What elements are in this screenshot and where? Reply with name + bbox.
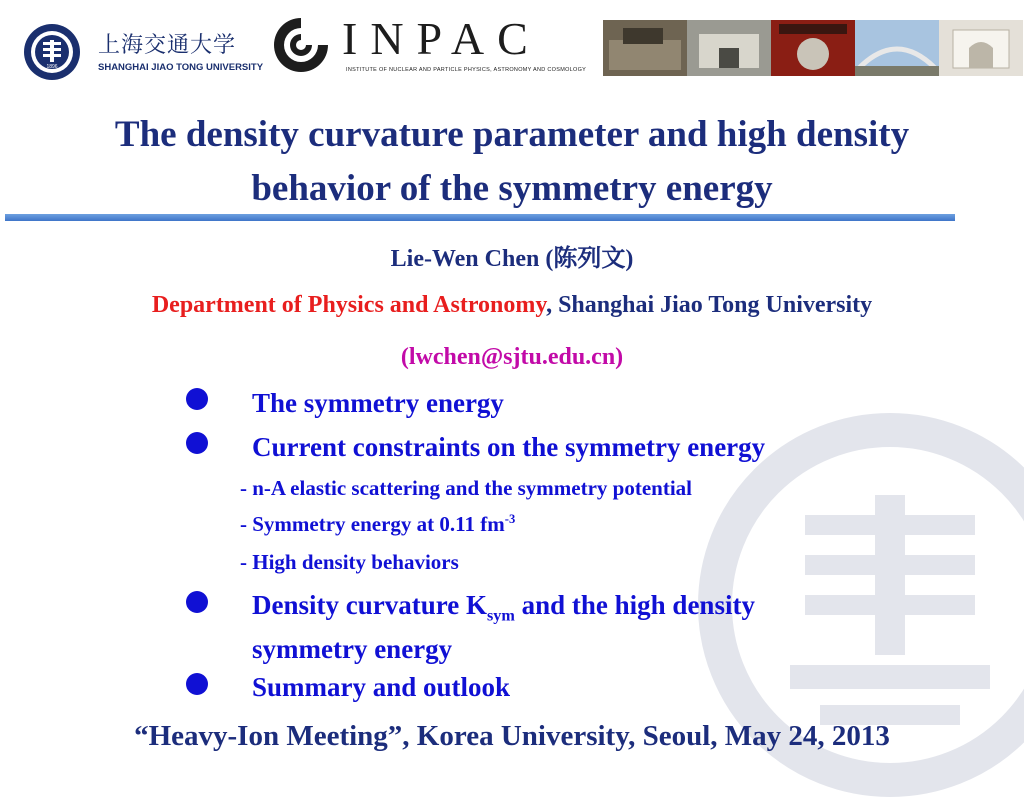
inpac-swirl-icon bbox=[270, 14, 332, 76]
author-name: Lie-Wen Chen (陈列文) bbox=[390, 246, 634, 272]
subitem-exponent: -3 bbox=[504, 512, 516, 526]
sjtu-name-english: SHANGHAI JIAO TONG UNIVERSITY bbox=[98, 62, 264, 73]
bullet-dot bbox=[186, 432, 208, 454]
campus-photos-strip bbox=[603, 20, 1023, 76]
outline-item-current-constraints: Current constraints on the symmetry energy bbox=[252, 432, 766, 462]
outline-item-density-curvature bbox=[252, 588, 755, 666]
outline-subitem-na-scattering: - n-A elastic scattering and the symmetry potential bbox=[240, 476, 693, 500]
inpac-subtitle: INSTITUTE OF NUCLEAR AND PARTICLE PHYSICS, ASTRONOMY AND COSMOLOGY bbox=[346, 67, 587, 73]
affiliation bbox=[0, 292, 1024, 319]
inpac-wordmark: INPAC bbox=[342, 13, 541, 64]
outline-item-summary: Summary and outlook bbox=[252, 672, 511, 702]
title-line-1: The density curvature parameter and high density bbox=[114, 114, 910, 155]
outline-subitem-high-density: - High density behaviors bbox=[240, 550, 459, 574]
department-name: Department of Physics and Astronomy bbox=[151, 292, 547, 318]
bullet-dot bbox=[186, 388, 208, 410]
title-line-2: behavior of the symmetry energy bbox=[251, 168, 773, 209]
university-name: Shanghai Jiao Tong University bbox=[558, 292, 873, 318]
sjtu-seal-logo bbox=[22, 22, 82, 82]
author-email: (lwchen@sjtu.edu.cn) bbox=[400, 344, 624, 370]
sjtu-name-chinese: 上海交通大学 bbox=[98, 33, 237, 58]
bullet-dot bbox=[186, 591, 208, 613]
item-text: Density curvature K bbox=[252, 590, 487, 620]
outline-subitem-symmetry-energy-density bbox=[240, 512, 515, 537]
slide-title bbox=[0, 108, 1024, 216]
item-text-cont: and the high density bbox=[514, 590, 755, 620]
affiliation-separator: , bbox=[546, 292, 559, 318]
outline-item-symmetry-energy: The symmetry energy bbox=[252, 388, 504, 418]
subitem-text: - Symmetry energy at 0.11 fm bbox=[240, 512, 505, 536]
bullet-dot bbox=[186, 673, 208, 695]
item-subscript: sym bbox=[486, 606, 515, 625]
conference-footer: “Heavy-Ion Meeting”, Korea University, Seoul, May 24, 2013 bbox=[134, 720, 890, 752]
sjtu-seal-year: 1896 bbox=[46, 64, 58, 70]
title-divider bbox=[5, 214, 955, 221]
item-text-line2: symmetry energy bbox=[252, 634, 453, 665]
